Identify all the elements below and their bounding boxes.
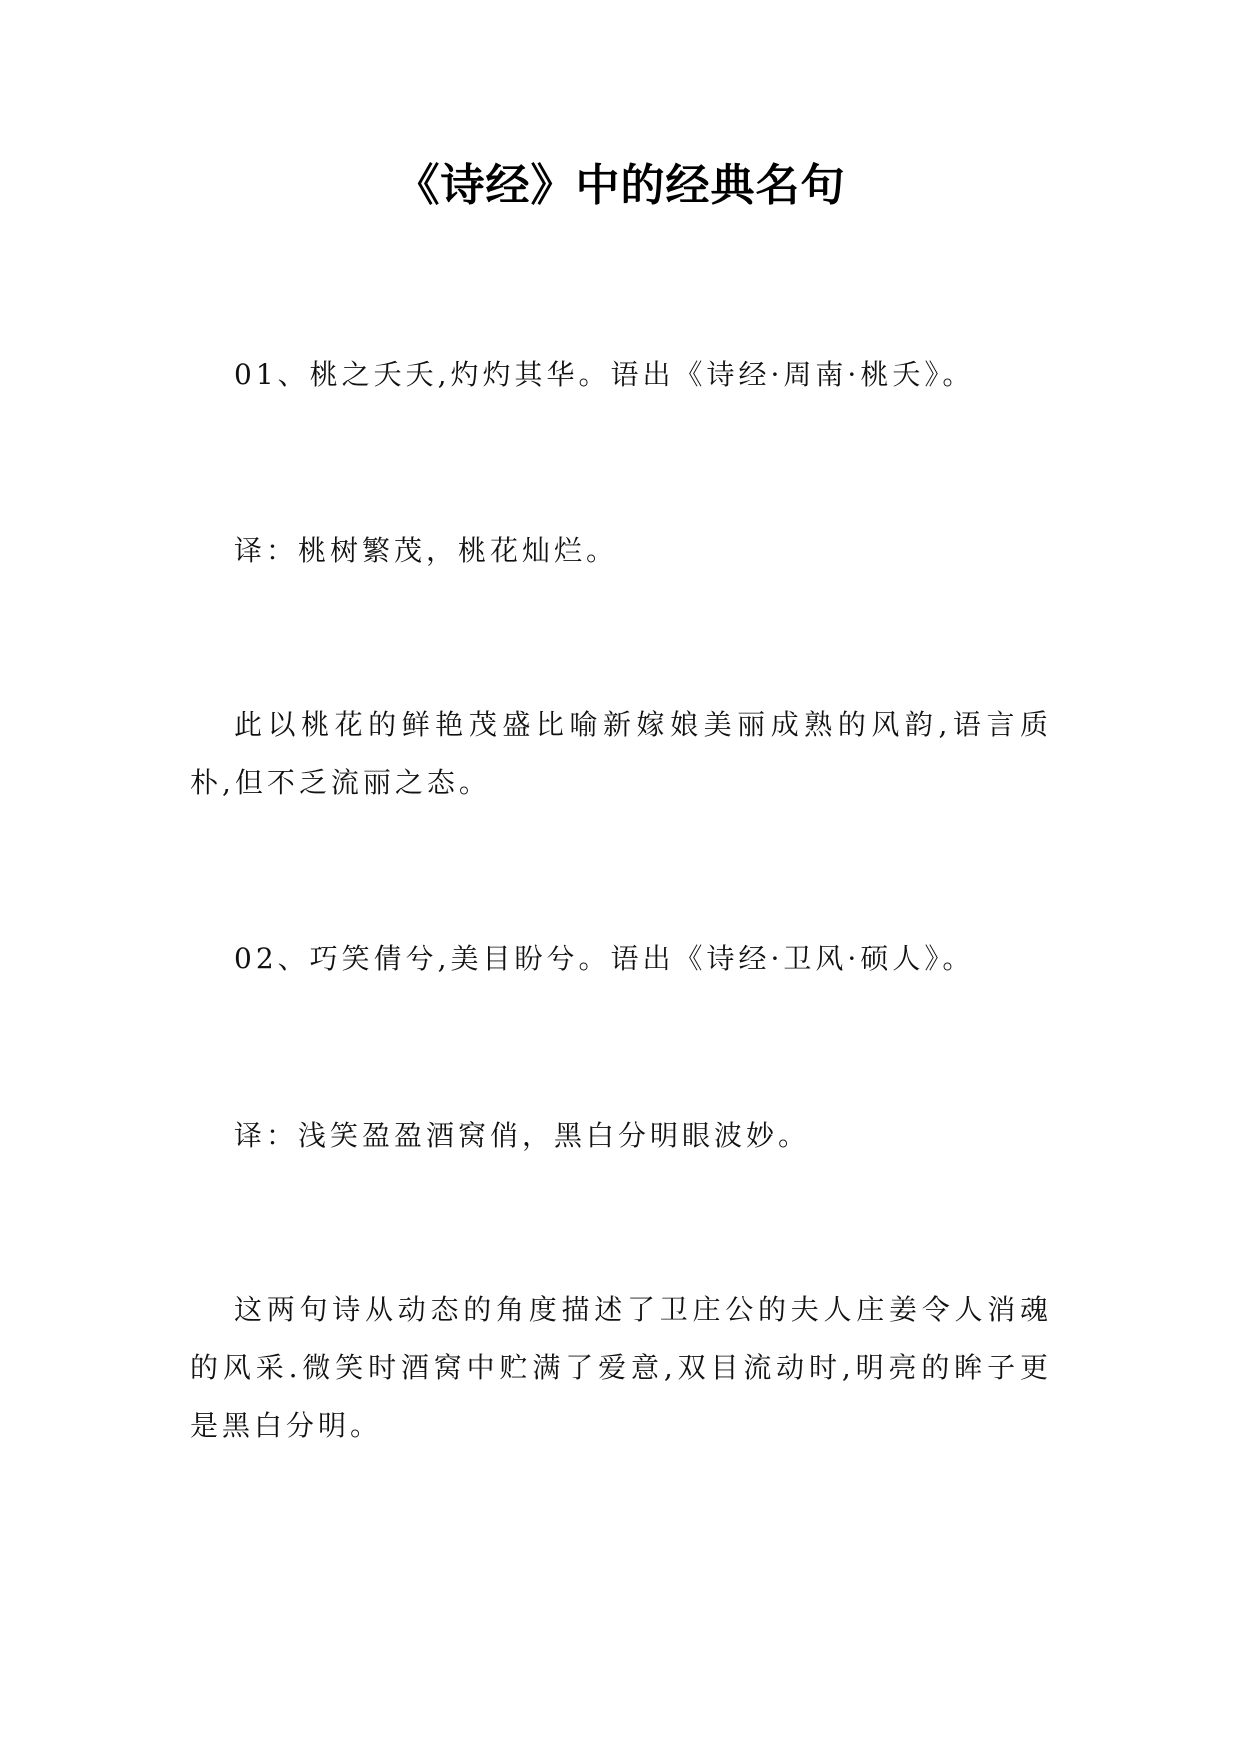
- paragraph-translation-2: 译：浅笑盈盈酒窝俏，黑白分明眼波妙。: [234, 1119, 811, 1152]
- paragraph-translation-1: 译：桃树繁茂，桃花灿烂。: [234, 534, 619, 567]
- paragraph-commentary-1: 此以桃花的鲜艳茂盛比喻新嫁娘美丽成熟的风韵,语言质朴,但不乏流丽之态。: [190, 708, 1052, 799]
- paragraph-quote-2: 02、巧笑倩兮,美目盼兮。语出《诗经·卫风·硕人》。: [234, 942, 975, 975]
- paragraph-commentary-2: 这两句诗从动态的角度描述了卫庄公的夫人庄姜令人消魂的风采.微笑时酒窝中贮满了爱意,双目流动时,明亮的眸子更是黑白分明。: [190, 1293, 1052, 1442]
- document-title: 《诗经》中的经典名句: [395, 160, 846, 211]
- paragraph-quote-1: 01、桃之夭夭,灼灼其华。语出《诗经·周南·桃夭》。: [234, 358, 975, 391]
